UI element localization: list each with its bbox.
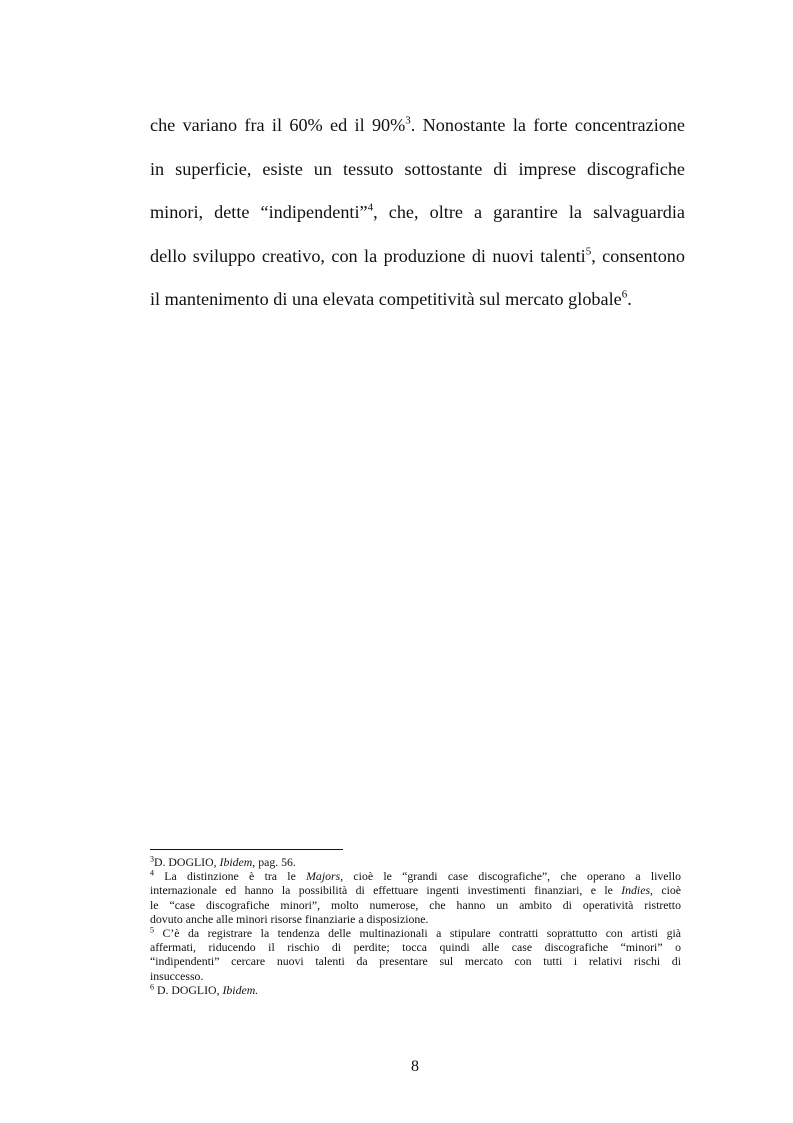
- footnote-4-line-3: le “case discografiche minori”, molto numerose, che hanno un ambito di operatività ristretto: [150, 897, 681, 912]
- footnotes: [150, 855, 681, 997]
- footnote-5-line-2: affermati, riducendo il rischio di perdite; tocca quindi alle case discografiche “minori” o: [150, 940, 681, 955]
- footnote-separator: [150, 849, 343, 850]
- footnote-5-line-4: insuccesso.: [150, 968, 204, 983]
- footnote-ref-6: 6: [621, 288, 628, 301]
- footnote-ref-3: 3: [405, 114, 411, 127]
- page-number: 8: [411, 1058, 419, 1075]
- body-line-4: dello sviluppo creativo, con la produzione di nuovi talenti$^5$, consentono: [150, 244, 685, 266]
- body-line-5: il mantenimento di una elevata competitività sul mercato globale$^6$.: [150, 288, 632, 309]
- footnote-4: $^4$ La distinzione è tra le Majors, cioè le “grandi case discografiche”, che operano a livello: [150, 868, 681, 884]
- footnote-4-line-4: dovuto anche alle minori risorse finanziarie a disposizione.: [150, 911, 429, 926]
- footnote-5: $^5$ C’è da registrare la tendenza delle multinazionali a stipulare contratti soprattutto con artisti già: [150, 925, 681, 940]
- footnote-3: $^3$D. DOGLIO, Ibidem, pag. 56.: [150, 854, 296, 869]
- body-line-3: minori, dette “indipendenti”$^4$, che, oltre a garantire la salvaguardia: [150, 201, 685, 222]
- body-line-1: che variano fra il 60% ed il 90%$^3$. Nonostante la forte concentrazione: [150, 114, 686, 135]
- footnote-5-line-3: “indipendenti” cercare nuovi talenti da presentare sul mercato con tutti i relativi rischi di: [150, 954, 681, 969]
- footnote-ref-4: 4: [367, 201, 374, 214]
- body-text: [150, 104, 685, 322]
- footnote-6: $^6$ D. DOGLIO, Ibidem.: [150, 982, 259, 997]
- footnote-4-line-2: internazionale ed hanno la possibilità di effettuare ingenti investimenti finanziari, e le Indies, cioè: [150, 883, 682, 898]
- footnote-ref-5: 5: [585, 244, 592, 257]
- body-line-2: in superficie, esiste un tessuto sottostante di imprese discografiche: [150, 158, 685, 179]
